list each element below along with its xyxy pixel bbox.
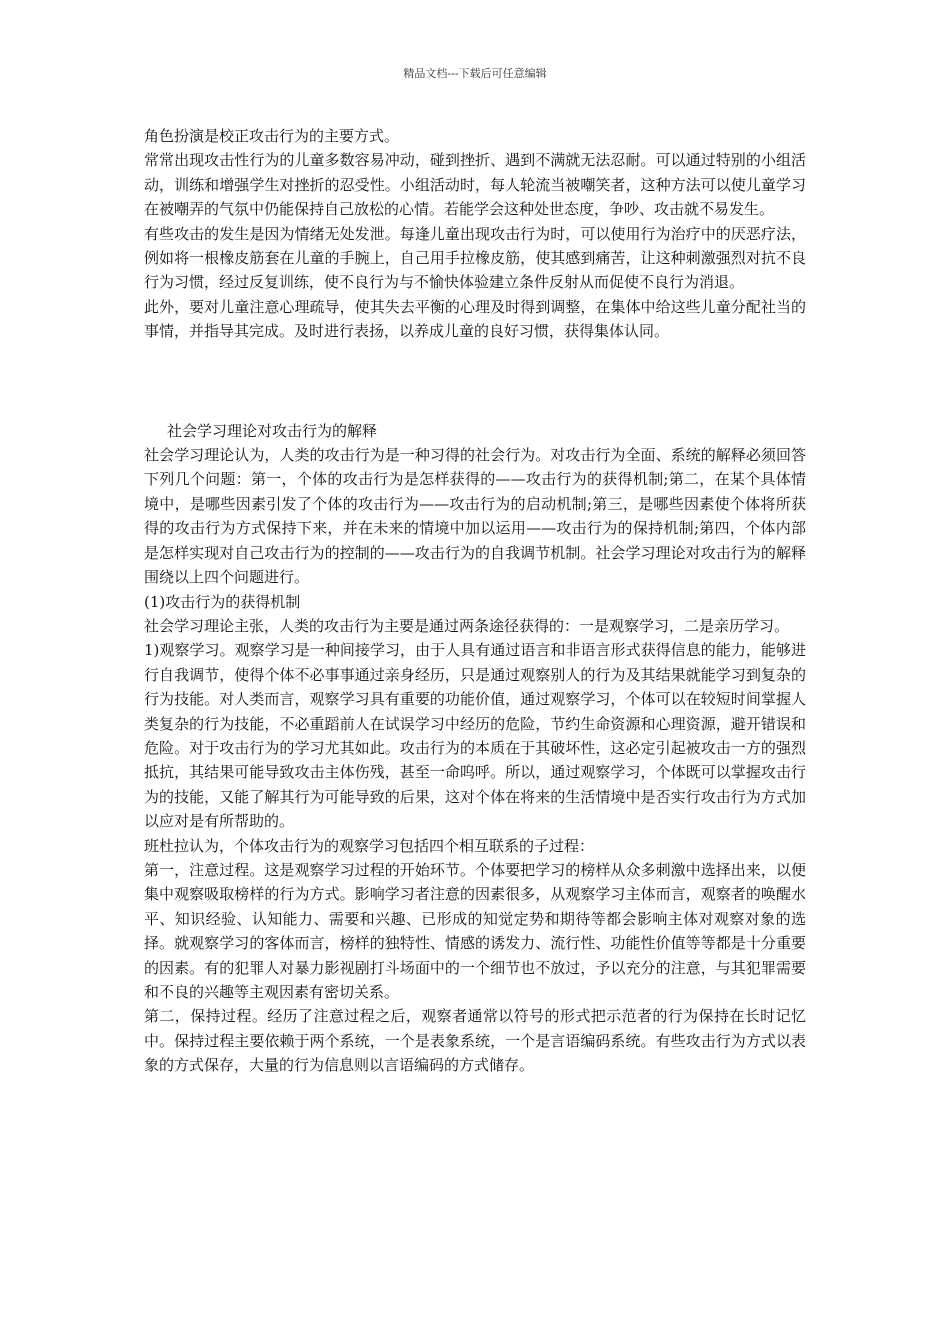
paragraph: 角色扮演是校正攻击行为的主要方式。: [144, 127, 400, 145]
document-body: [144, 124, 806, 1078]
section-spacer: [144, 344, 806, 419]
paragraph: 有些攻击的发生是因为情绪无处发泄。每逢儿童出现攻击行为时，可以使用行为治疗中的厌恶疗法，例如将一根橡皮筋套在儿童的手腕上，自己用手拉橡皮筋，使其感到痛苦，让这种刺激强烈对抗不良行为习惯，经过反复训练，使不良行为与不愉快体验建立条件反射从而促使不良行为消退。: [144, 224, 806, 292]
section-title: 社会学习理论对攻击行为的解释: [167, 421, 378, 440]
paragraph: 常常出现攻击性行为的儿童多数容易冲动，碰到挫折、遇到不满就无法忍耐。可以通过特别的小组活动，训练和增强学生对挫折的忍受性。小组活动时，每人轮流当被嘲笑者，这种方法可以使儿童学习在被嘲弄的气氛中仍能保持自己放松的心情。若能学会这种处世态度，争吵、攻击就不易发生。: [144, 151, 806, 219]
page-header: 精品文档---下载后可任意编辑: [403, 67, 547, 80]
paragraph: 第一，注意过程。这是观察学习过程的开始环节。个体要把学习的榜样从众多刺激中选择出来，以便集中观察吸取榜样的行为方式。影响学习者注意的因素很多，从观察学习主体而言，观察者的唤醒水平、知识经验、认知能力、需要和兴趣、已形成的知觉定势和期待等都会影响主体对观察对象的选择。就观察学习的客体而言，榜样的独特性、情感的诱发力、流行性、功能性价值等等都是十分重要的因素。有的犯罪人对暴力影视剧打斗场面中的一个细节也不放过，予以充分的注意，与其犯罪需要和不良的兴趣等主观因素有密切关系。: [144, 860, 806, 1001]
subheading: (1)攻击行为的获得机制: [144, 592, 301, 611]
paragraph: 此外，要对儿童注意心理疏导，使其失去平衡的心理及时得到调整，在集体中给这些儿童分配社当的事情，并指导其完成。及时进行表扬，以养成儿童的良好习惯，获得集体认同。: [144, 297, 806, 341]
paragraph: 社会学习理论认为，人类的攻击行为是一种习得的社会行为。对攻击行为全面、系统的解释必须回答下列几个问题：第一，个体的攻击行为是怎样获得的——攻击行为的获得机制;第二，在某个具体情境中，是哪些因素引发了个体的攻击行为——攻击行为的启动机制;第三，是哪些因素使个体将所获得的攻击行为方式保持下来，并在未来的情境中加以运用——攻击行为的保持机制;第四，个体内部是怎样实现对自己攻击行为的控制的——攻击行为的自我调节机制。社会学习理论对攻击行为的解释围绕以上四个问题进行。: [144, 446, 806, 587]
paragraph: 班杜拉认为，个体攻击行为的观察学习包括四个相互联系的子过程：: [144, 836, 595, 855]
paragraph: 第二，保持过程。经历了注意过程之后，观察者通常以符号的形式把示范者的行为保持在长时记忆中。保持过程主要依赖于两个系统，一个是表象系统，一个是言语编码系统。有些攻击行为方式以表象的方式保存，大量的行为信息则以言语编码的方式储存。: [144, 1007, 806, 1075]
paragraph: 1)观察学习。观察学习是一种间接学习，由于人具有通过语言和非语言形式获得信息的能力，能够进行自我调节，使得个体不必事事通过亲身经历，只是通过观察别人的行为及其结果就能学习到复杂的行为技能。对人类而言，观察学习具有重要的功能价值，通过观察学习，个体可以在较短时间掌握人类复杂的行为技能，不必重蹈前人在试误学习中经历的危险，节约生命资源和心理资源，避开错误和危险。对于攻击行为的学习尤其如此。攻击行为的本质在于其破坏性，这必定引起被攻击一方的强烈抵抗，其结果可能导致攻击主体伤残，甚至一命呜呼。所以，通过观察学习，个体既可以掌握攻击行为的技能，又能了解其行为可能导致的后果，这对个体在将来的生活情境中是否实行攻击行为方式加以应对是有所帮助的。: [144, 641, 806, 831]
paragraph: 社会学习理论主张，人类的攻击行为主要是通过两条途径获得的：一是观察学习，二是亲历学习。: [144, 616, 790, 635]
